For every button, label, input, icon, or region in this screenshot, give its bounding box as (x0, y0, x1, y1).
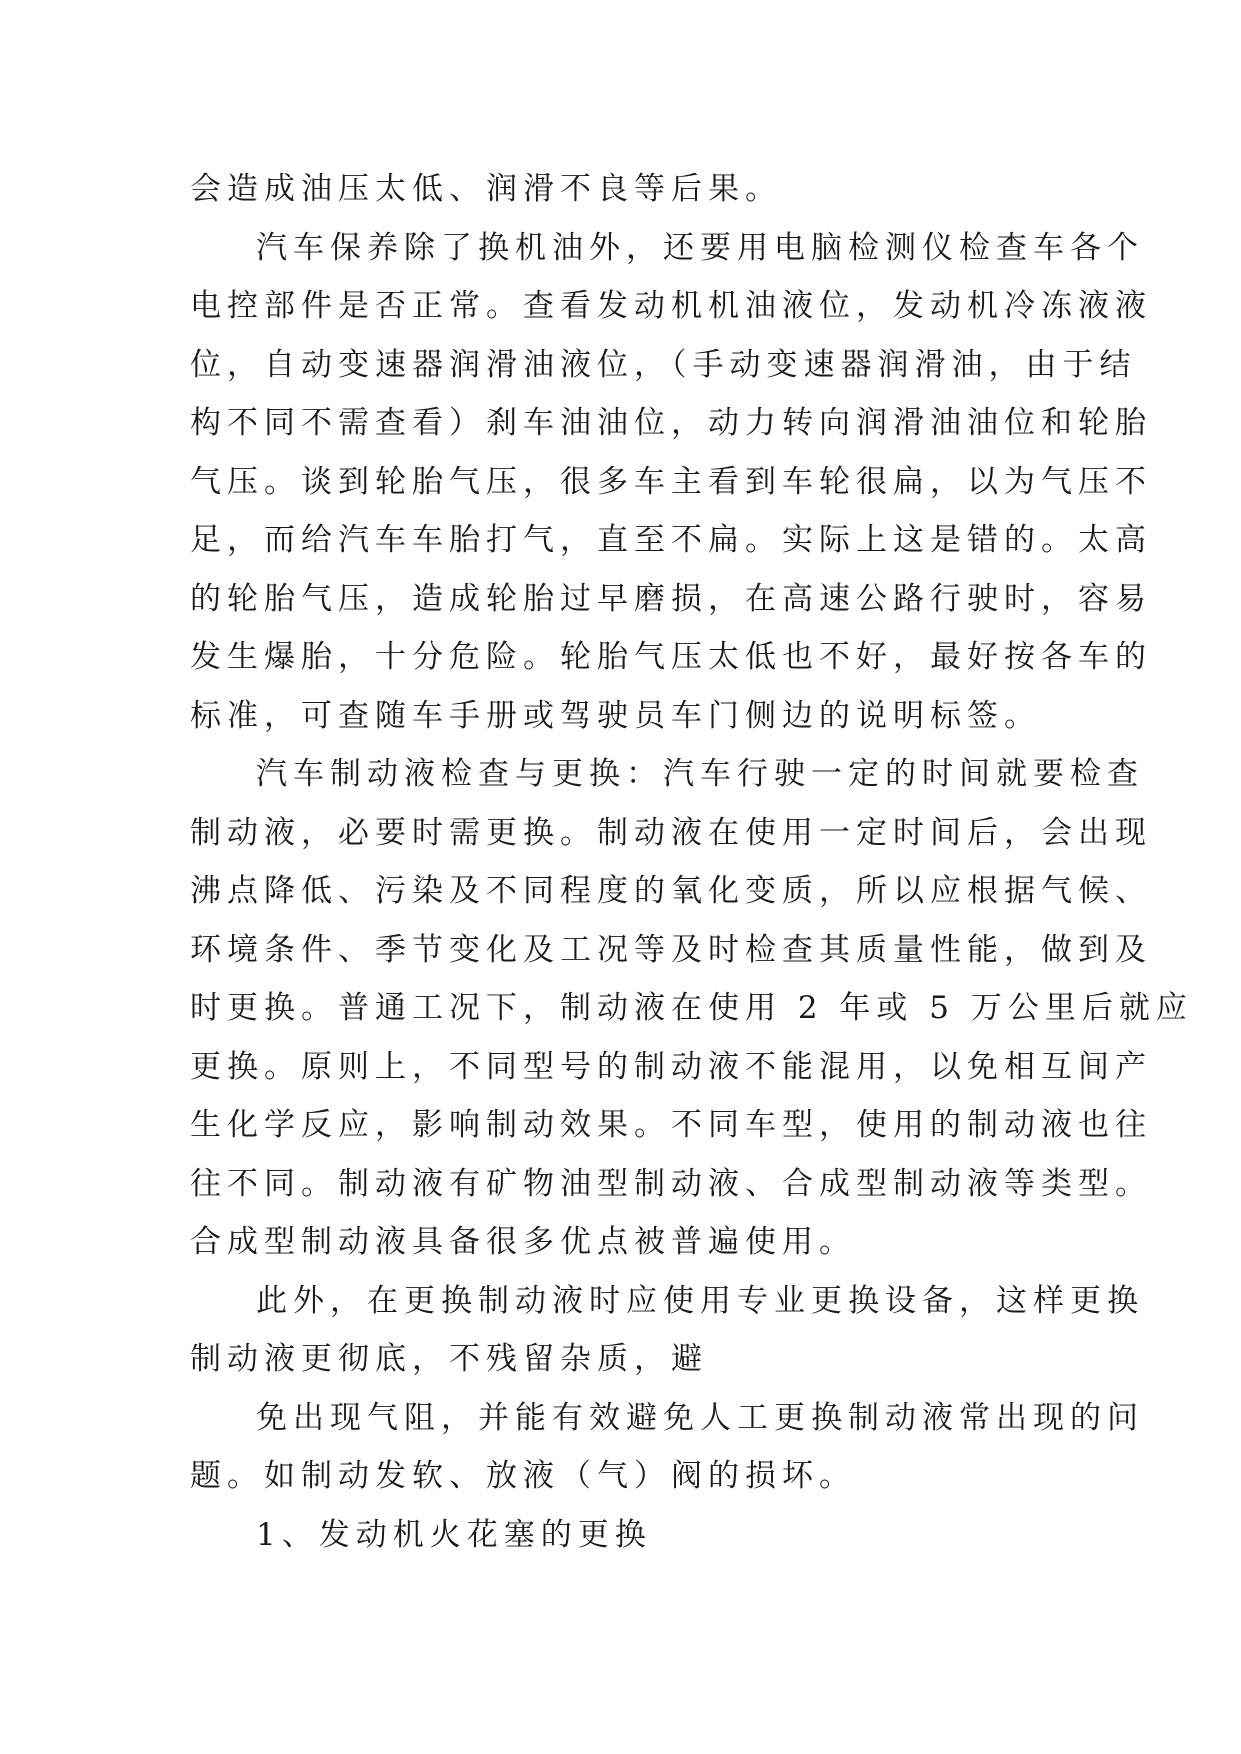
text-line: 电控部件是否正常。查看发动机机油液位，发动机冷冻液液 (190, 288, 1152, 324)
text-line: 会造成油压太低、润滑不良等后果。 (190, 171, 782, 207)
text-line: 构不同不需查看）刹车油油位，动力转向润滑油油位和轮胎 (190, 405, 1152, 441)
text-line: 足，而给汽车车胎打气，直至不扁。实际上这是错的。太高 (190, 522, 1152, 558)
text-line: 1、发动机火花塞的更换 (256, 1516, 652, 1553)
text-line: 环境条件、季节变化及工况等及时检查其质量性能，做到及 (190, 931, 1152, 968)
text-line: 气压。谈到轮胎气压，很多车主看到车轮很扁，以为气压不 (190, 463, 1152, 500)
text-line: 汽车保养除了换机油外，还要用电脑检测仪检查车各个 (256, 229, 1144, 266)
text-line: 标准，可查随车手册或驾驶员车门侧边的说明标签。 (190, 697, 1041, 734)
text-line: 此外，在更换制动液时应使用专业更换设备，这样更换 (256, 1282, 1144, 1319)
text-line: 发生爆胎，十分危险。轮胎气压太低也不好，最好按各车的 (190, 639, 1152, 675)
text-line: 位，自动变速器润滑油液位，（手动变速器润滑油，由于结 (190, 346, 1137, 383)
text-line: 制动液，必要时需更换。制动液在使用一定时间后，会出现 (190, 814, 1152, 851)
text-line: 合成型制动液具备很多优点被普遍使用。 (190, 1224, 856, 1260)
text-line: 生化学反应，影响制动效果。不同车型，使用的制动液也往 (190, 1107, 1152, 1143)
text-line: 时更换。普通工况下，制动液在使用 2 年或 5 万公里后就应 (190, 990, 1193, 1026)
text-line: 题。如制动发软、放液（气）阀的损坏。 (190, 1458, 856, 1494)
text-line: 更换。原则上，不同型号的制动液不能混用，以免相互间产 (190, 1048, 1152, 1085)
text-line: 往不同。制动液有矿物油型制动液、合成型制动液等类型。 (190, 1165, 1152, 1202)
text-line: 免出现气阻，并能有效避免人工更换制动液常出现的问 (256, 1399, 1144, 1436)
text-line: 的轮胎气压，造成轮胎过早磨损，在高速公路行驶时，容易 (190, 580, 1152, 617)
text-line: 制动液更彻底，不残留杂质，避 (190, 1341, 708, 1377)
text-line: 汽车制动液检查与更换：汽车行驶一定的时间就要检查 (256, 756, 1144, 792)
text-line: 沸点降低、污染及不同程度的氧化变质，所以应根据气候、 (190, 873, 1152, 909)
document-body (190, 160, 1193, 1564)
